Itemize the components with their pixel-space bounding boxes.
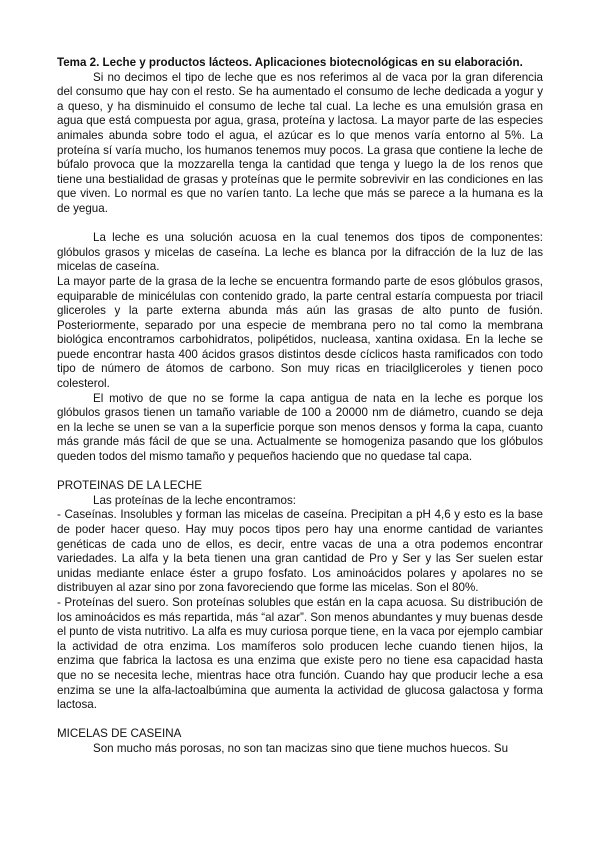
paragraph: La leche es una solución acuosa en la cual tenemos dos tipos de componentes: glóbulos grasos y micelas de caseína. La leche es blanca por la difracción de la luz de las micelas de caseína. bbox=[57, 231, 543, 274]
paragraph: Si no decimos el tipo de leche que es nos referimos al de vaca por la gran diferencia del consumo que hay con el resto. Se ha aumentado el consumo de leche dedicada a yogur y a queso, y ha disminuido el consumo de leche tal cual. La leche es una emulsión grasa en agua que está compuesta por agua, grasa, proteína y lactosa. La mayor parte de las especies animales abunda sobre todo el agua, el azúcar es lo que menos varía entorno al 5%. La proteína sí varía mucho, los humanos tenemos muy pocos. La grasa que contiene la leche de búfalo provoca que la mozzarella tenga la cantidad que tenga y luego la de los renos que tiene una bestialidad de grasas y proteínas que le permite sobrevivir en las condiciones en las que viven. Lo normal es que no varíen tanto. La leche que más se parece a la humana es la de yegua. bbox=[57, 70, 543, 215]
document-title: Tema 2. Leche y productos lácteos. Aplicaciones biotecnológicas en su elaboración. bbox=[57, 56, 523, 69]
section-heading-proteins: PROTEINAS DE LA LECHE bbox=[57, 479, 202, 493]
section-heading-micelles: MICELAS DE CASEINA bbox=[57, 727, 182, 741]
spacer bbox=[57, 217, 543, 232]
spacer bbox=[57, 465, 543, 480]
paragraph: La mayor parte de la grasa de la leche se encuentra formando parte de esos glóbulos grasos, equiparable de minicélulas con contenido grado, la parte central estaría compuesta por triacil gliceroles y la parte externa abunda más aún las grasas de alto punto de fusión. Posteriormente, separado por una especie de membrana pero no tal como la membrana biológica encontramos carbohidratos, polipétidos, nucleasa, xantina oxidasa. En la leche se puede encontrar hasta 400 ácidos grasos distintos desde cíclicos hasta ramificados con todo tipo de número de átomos de carbono. Son muy ricas en triacilgliceroles y tienen poco colesterol. bbox=[57, 274, 543, 391]
paragraph: Son mucho más porosas, no son tan macizas sino que tiene muchos huecos. Su bbox=[93, 741, 509, 755]
list-item-whey: - Proteínas del suero. Son proteínas solubles que están en la capa acuosa. Su distribución de los aminoácidos es más repartida, más “al azar”. Son menos abundantes y muy buenas desde el punto de vista nutritivo. La alfa es muy curiosa porque tiene, en la vaca por ejemplo cambiar la actividad de otra enzima. Los mamíferos solo producen leche cuando tienen hijos, la enzima que fabrica la lactosa es una enzima que existe pero no tiene esa capacidad hasta que no se necesita leche, mientras hace otra función. Cuando hay que producir leche a esa enzima se une la alfa-lactoalbúmina que aumenta la actividad de glucosa galactosa y forma lactosa. bbox=[57, 595, 543, 712]
paragraph: Las proteínas de la leche encontramos: bbox=[93, 493, 297, 507]
document-page bbox=[57, 56, 543, 757]
spacer bbox=[57, 713, 543, 728]
paragraph: El motivo de que no se forme la capa antigua de nata en la leche es porque los glóbulos grasos tienen un tamaño variable de 100 a 20000 nm de diámetro, cuando se deja en la leche se unen se van a la superficie porque son menos densos y forma la capa, cuanto más grande más fácil de que se una. Actualmente se homogeniza pasando que los glóbulos queden todos del mismo tamaño y pequeños haciendo que no quedase tal capa. bbox=[57, 391, 543, 464]
list-item-caseins: - Caseínas. Insolubles y forman las micelas de caseína. Precipitan a pH 4,6 y esto es la base de poder hacer queso. Hay muy pocos tipos pero hay una enorme cantidad de variantes genéticas de cada uno de ellos, es decir, entre vacas de una a otra podemos encontrar variedades. La alfa y la beta tienen una gran cantidad de Pro y Ser y las Ser suelen estar unidas mediante enlace éster a grupo fosfato. Los aminoácidos polares y apolares no se distribuyen al azar sino por zona favoreciendo que forme las micelas. Son el 80%. bbox=[57, 508, 543, 595]
